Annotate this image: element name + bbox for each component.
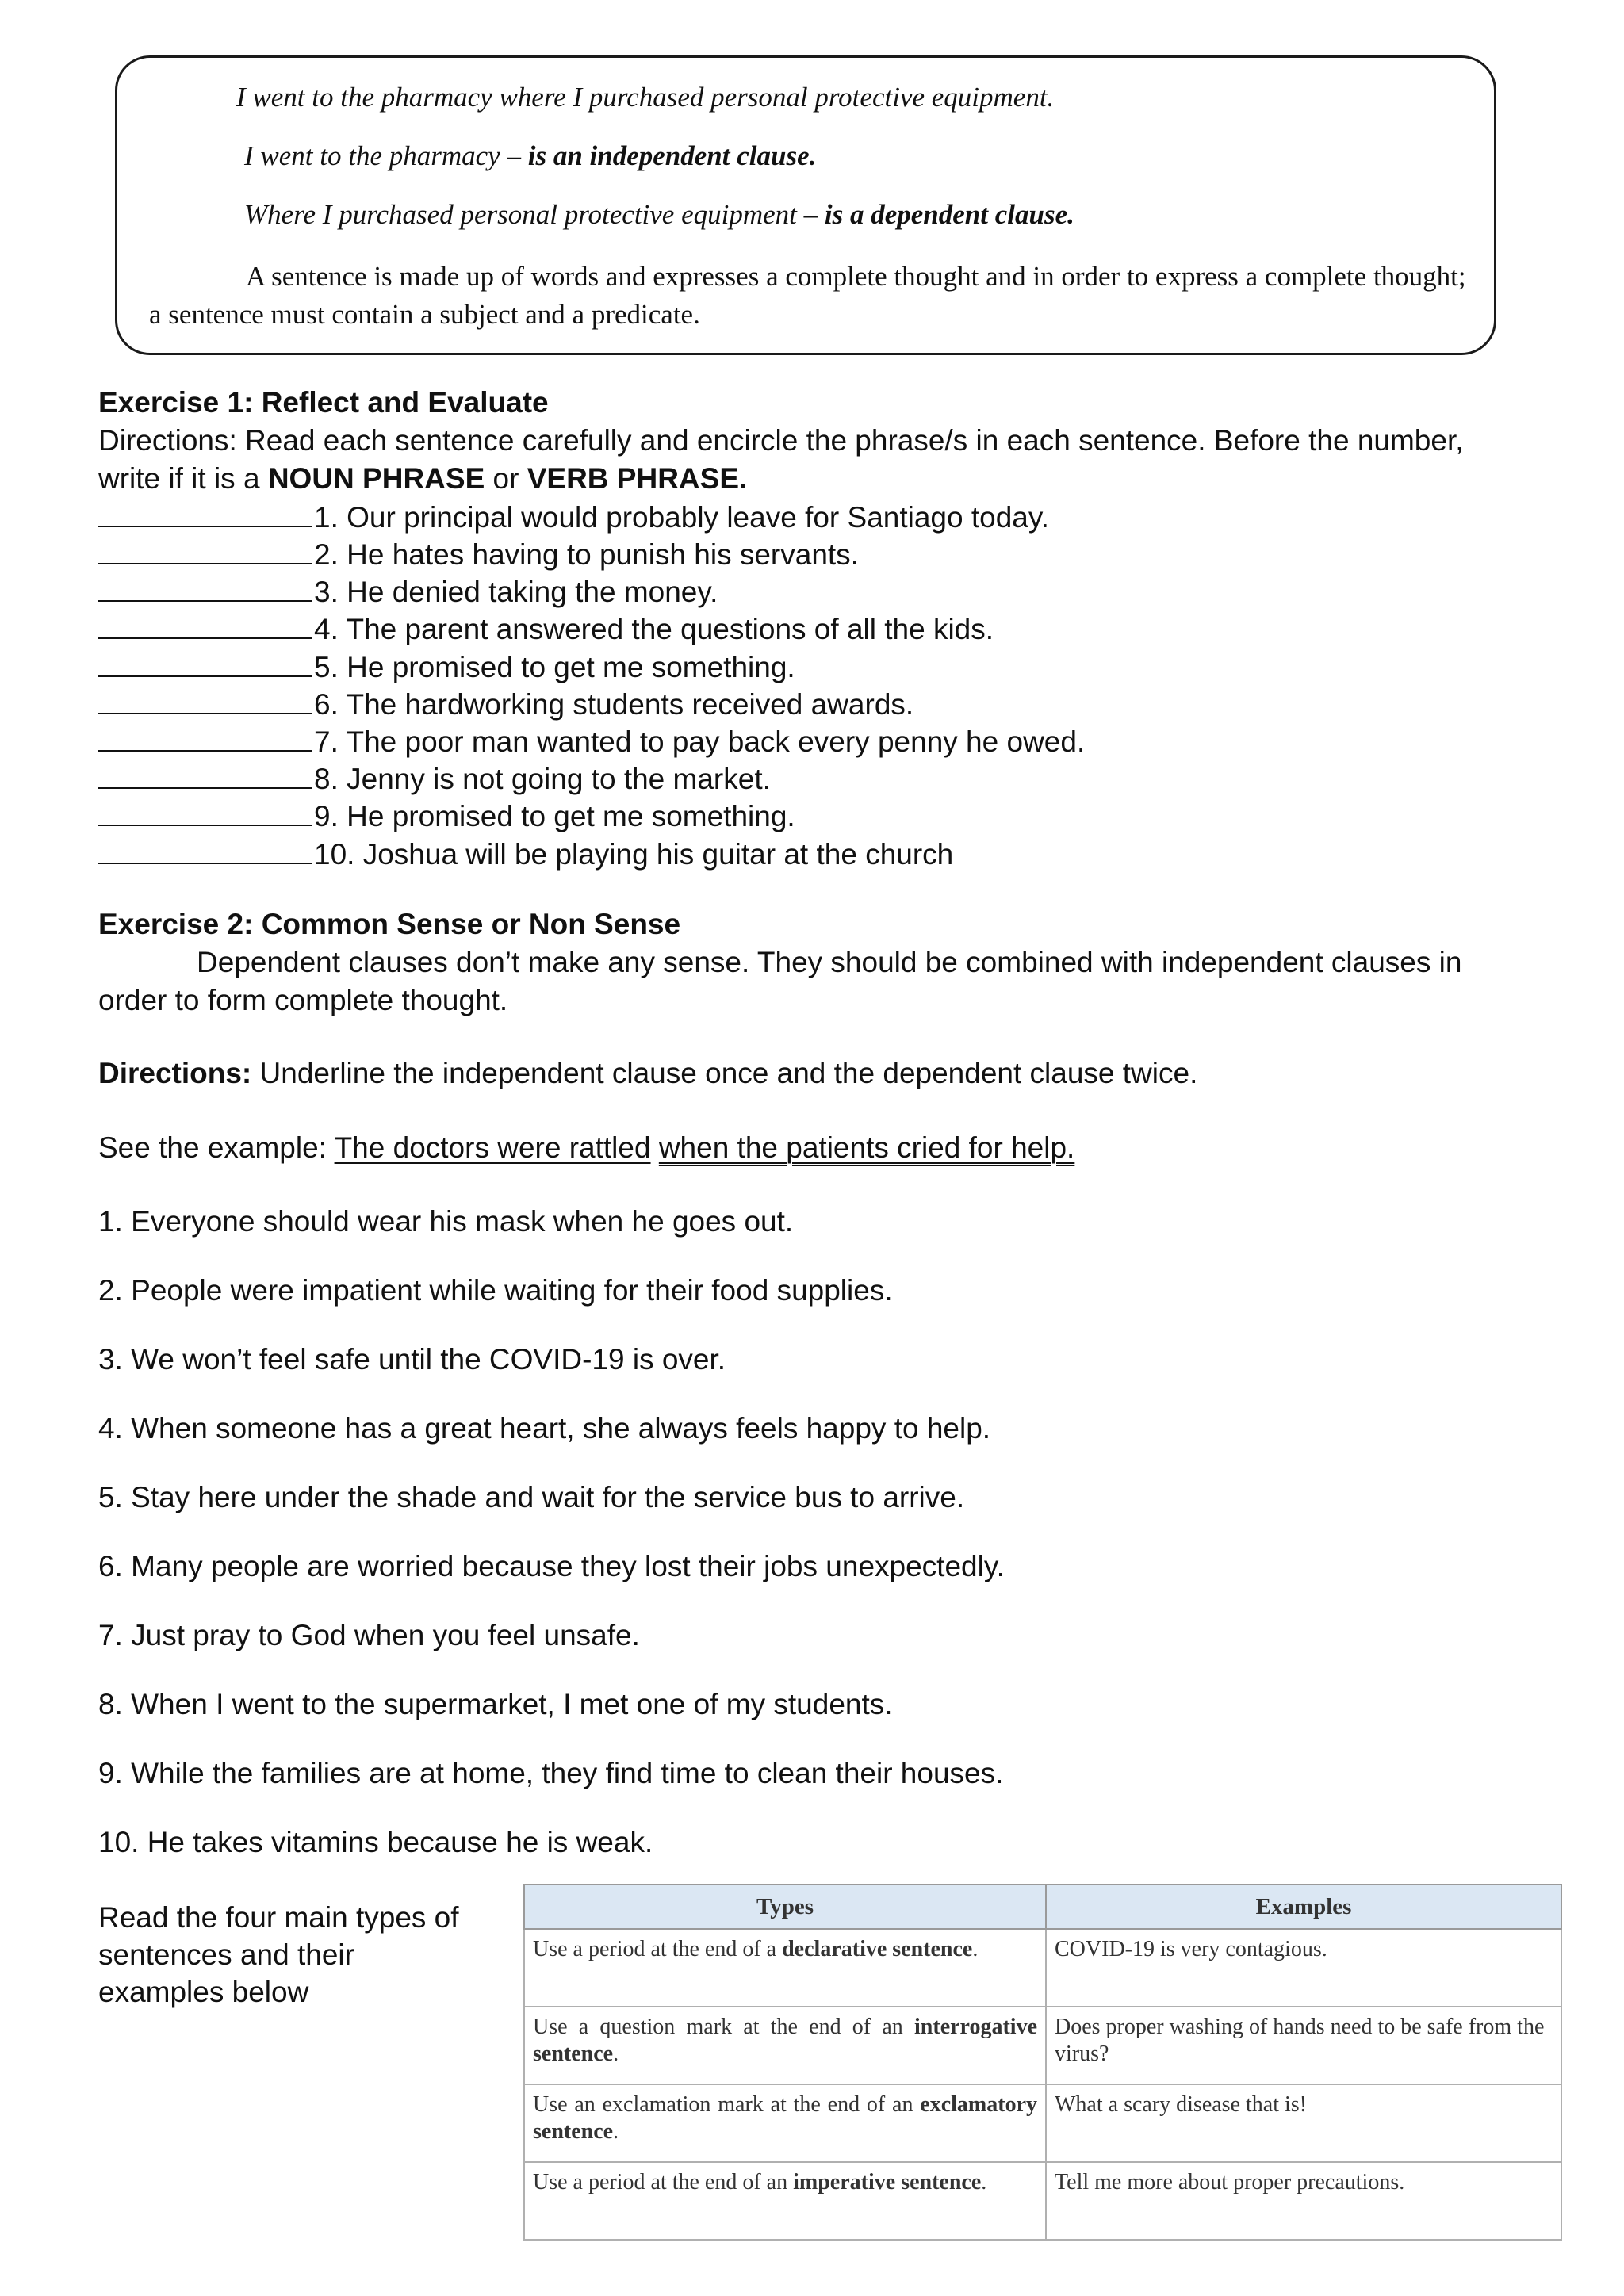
example-cell: What a scary disease that is! <box>1046 2084 1561 2162</box>
type-name: imperative sentence <box>793 2170 982 2195</box>
exercise2-item: 10. He takes vitamins because he is weak. <box>98 1826 653 1858</box>
answer-blank[interactable] <box>98 763 312 789</box>
exercise2-title: Exercise 2: Common Sense or Non Sense <box>98 908 681 940</box>
intro-box <box>115 55 1496 355</box>
directions-text: Underline the independent clause once and the dependent clause twice. <box>251 1057 1198 1089</box>
type-name: declarative sentence <box>782 1937 973 1961</box>
table-row <box>524 2162 1561 2240</box>
example-cell: COVID-19 is very contagious. <box>1046 1929 1561 2007</box>
exercise2-item: 9. While the families are at home, they find time to clean their houses. <box>98 1757 1004 1789</box>
type-text: Use an exclamation mark at the end of an <box>533 2092 921 2117</box>
exercise1-item <box>98 800 795 833</box>
item-number: 3. <box>314 576 339 608</box>
independent-clause: I went to the pharmacy – <box>244 140 521 171</box>
exercise1-item <box>98 763 771 796</box>
table-row <box>524 2007 1561 2084</box>
exercise2-intro-line2: order to form complete thought. <box>98 984 508 1016</box>
item-text: He promised to get me something. <box>347 800 795 832</box>
answer-blank[interactable] <box>98 614 312 639</box>
example-independent-clause: The doctors were rattled <box>334 1131 651 1164</box>
type-cell <box>524 2162 1046 2240</box>
exercise2-item: 3. We won’t feel safe until the COVID-19 is over. <box>98 1343 726 1376</box>
exercise1-item <box>98 651 795 684</box>
example-label: See the example: <box>98 1131 335 1164</box>
type-text: Use a period at the end of a <box>533 1937 783 1961</box>
directions-label: Directions: <box>98 1057 252 1089</box>
answer-blank[interactable] <box>98 502 312 527</box>
exercise2-item: 2. People were impatient while waiting for their food supplies. <box>98 1274 893 1307</box>
exercise1-directions: Directions: Read each sentence carefully and encircle the phrase/s in each sentence. Before the number, <box>98 424 1464 457</box>
item-text: He promised to get me something. <box>347 651 795 683</box>
sentence-definition-text: A sentence is made up of words and expresses a complete thought and in order to express a complete thought; a sentence must contain a subject and a predicate. <box>149 261 1466 330</box>
answer-blank[interactable] <box>98 576 312 602</box>
exercise1-item <box>98 838 953 871</box>
answer-blank[interactable] <box>98 539 312 564</box>
example-dependent-clause: when the patients cried for help. <box>658 1131 1075 1164</box>
answer-blank[interactable] <box>98 689 312 714</box>
item-text: The parent answered the questions of all the kids. <box>346 613 994 645</box>
answer-blank[interactable] <box>98 652 312 677</box>
item-text: The poor man wanted to pay back every penny he owed. <box>346 725 1086 758</box>
example-cell: Does proper washing of hands need to be safe from the virus? <box>1046 2007 1561 2084</box>
answer-blank[interactable] <box>98 839 312 864</box>
exercise1-title: Exercise 1: Reflect and Evaluate <box>98 386 549 419</box>
item-number: 4. <box>314 613 339 645</box>
table-row <box>524 1929 1561 2007</box>
item-text: Joshua will be playing his guitar at the church <box>362 838 954 871</box>
exercise1-item <box>98 688 914 721</box>
exercise2-example <box>98 1131 1074 1165</box>
item-number: 6. <box>314 688 339 721</box>
exercise1-directions-line2 <box>98 462 747 496</box>
exercise1-item <box>98 725 1085 759</box>
item-text: Our principal would probably leave for Santiago today. <box>347 501 1049 534</box>
item-text: Jenny is not going to the market. <box>347 763 771 795</box>
types-intro: Read the four main types of sentences and their examples below <box>98 1901 459 2008</box>
exercise2-intro-line1: Dependent clauses don’t make any sense. They should be combined with independent clauses in <box>197 946 1462 978</box>
exercise1-item <box>98 501 1049 534</box>
type-cell <box>524 1929 1046 2007</box>
or-text: or <box>485 462 527 495</box>
exercise2-item: 1. Everyone should wear his mask when he goes out. <box>98 1205 794 1238</box>
exercise2-directions <box>98 1057 1197 1090</box>
type-name: interrogative sentence <box>533 2015 1037 2066</box>
type-cell <box>524 2084 1046 2162</box>
table-header-row <box>524 1885 1561 1929</box>
types-header: Types <box>524 1885 1046 1929</box>
type-text: Use a period at the end of an <box>533 2170 794 2195</box>
exercise2-item: 6. Many people are worried because they lost their jobs unexpectedly. <box>98 1550 1005 1582</box>
verb-phrase-label: VERB PHRASE. <box>527 462 748 495</box>
item-number: 1. <box>314 501 339 534</box>
independent-clause-line <box>244 140 816 172</box>
exercise1-item <box>98 576 718 609</box>
item-text: The hardworking students received awards. <box>346 688 914 721</box>
type-punct: . <box>613 2119 619 2144</box>
type-punct: . <box>613 2042 619 2066</box>
directions-text: write if it is a <box>98 462 268 495</box>
answer-blank[interactable] <box>98 726 312 752</box>
item-number: 10. <box>314 838 355 871</box>
item-number: 7. <box>314 725 339 758</box>
exercise2-item: 4. When someone has a great heart, she always feels happy to help. <box>98 1412 991 1445</box>
table-body <box>524 1929 1561 2240</box>
type-punct: . <box>972 1937 979 1961</box>
exercise1-item <box>98 538 859 572</box>
example-cell: Tell me more about proper precautions. <box>1046 2162 1561 2240</box>
item-number: 5. <box>314 651 339 683</box>
independent-label: is an independent clause. <box>527 140 817 171</box>
item-text: He denied taking the money. <box>347 576 718 608</box>
sentence-definition <box>149 258 1481 334</box>
item-number: 9. <box>314 800 339 832</box>
type-text: Use a question mark at the end of an <box>533 2015 915 2039</box>
examples-header: Examples <box>1046 1885 1561 1929</box>
dependent-label: is a dependent clause. <box>824 199 1074 230</box>
exercise2-item: 5. Stay here under the shade and wait for the service bus to arrive. <box>98 1481 965 1513</box>
dependent-clause: Where I purchased personal protective equipment – <box>244 199 818 230</box>
item-number: 2. <box>314 538 339 571</box>
item-number: 8. <box>314 763 339 795</box>
item-text: He hates having to punish his servants. <box>347 538 859 571</box>
sentence-types-table <box>523 1884 1562 2241</box>
type-name: exclamatory sentence <box>533 2092 1037 2144</box>
exercise2-item: 7. Just pray to God when you feel unsafe. <box>98 1619 640 1651</box>
dependent-clause-line <box>244 199 1074 231</box>
intro-sentence: I went to the pharmacy where I purchased personal protective equipment. <box>236 82 1055 113</box>
exercise1-item <box>98 613 994 646</box>
exercise2-item: 8. When I went to the supermarket, I met one of my students. <box>98 1688 893 1720</box>
type-cell <box>524 2007 1046 2084</box>
table-row <box>524 2084 1561 2162</box>
type-punct: . <box>981 2170 987 2195</box>
answer-blank[interactable] <box>98 801 312 826</box>
noun-phrase-label: NOUN PHRASE <box>267 462 485 495</box>
